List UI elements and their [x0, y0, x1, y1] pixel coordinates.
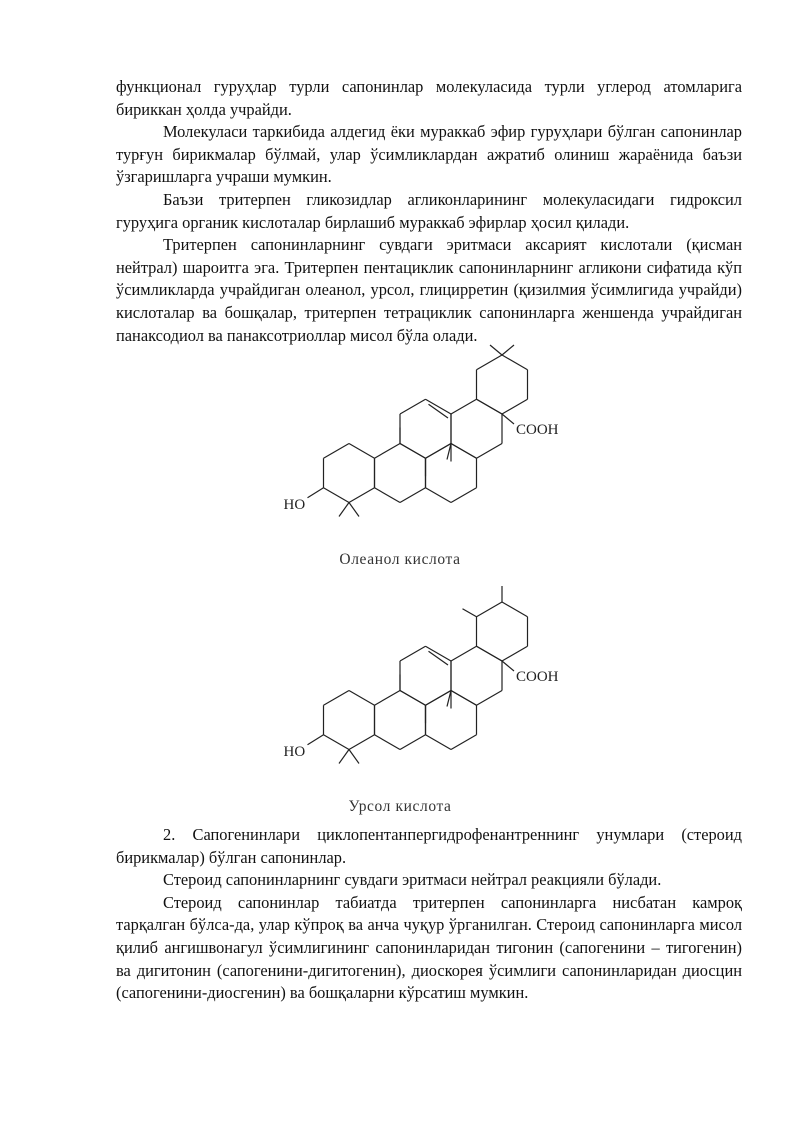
text-block-bottom: [116, 824, 742, 1005]
methyl-bond: [490, 345, 502, 355]
ring-bond: [477, 399, 503, 414]
ring-bond: [477, 691, 503, 706]
ring-bond: [375, 488, 401, 503]
figure-caption: Олеанол кислота: [339, 551, 461, 568]
ring-bond: [349, 691, 375, 706]
ring-bond: [400, 399, 426, 414]
oleanolic-acid-structure: [0, 345, 800, 545]
carboxyl-label: COOH: [516, 669, 559, 685]
ring-bond: [451, 488, 477, 503]
ring-bond: [477, 646, 503, 661]
paragraph-3: Баъзи тритерпен гликозидлар агликонларининг молекуласидаги гидроксил гуруҳига органик кислоталар бирлашиб мураккаб эфирлар ҳосил қилади.: [116, 189, 742, 232]
ring-bond: [324, 488, 350, 503]
ring-bond: [502, 602, 528, 617]
figure-ursolic-acid: [0, 592, 800, 822]
paragraph-2: Молекуласи таркибида алдегид ёки мураккаб эфир гуруҳлари бўлган сапонинлар турғун бирикмалар бўлмай, улар ўсимликлардан ажратиб олиниш жараёнида баъзи ўзгаришларга учраши мумкин.: [116, 122, 742, 187]
figure-oleanolic-acid: [0, 345, 800, 575]
carboxyl-label: COOH: [516, 422, 559, 438]
carboxyl-bond: [502, 661, 514, 671]
paragraph-7: Стероид сапонинлар табиатда тритерпен сапонинларга нисбатан камроқ тарқалган бўлса-да, улар кўпроқ ва анча чуқур ўрганилган. Стероид сапонинларга мисол қилиб ангишвонагул ўсимлигининг сапонинларидан тигонин (сапогенини – тигогенин) ва дигитонин (сапогенини-дигитогенин), диоскорея ўсимлиги сапонинларидан диосцин (сапогенини-диосгенин) ва бошқаларни кўрсатиш мумкин.: [116, 892, 742, 1003]
methyl-bond: [349, 503, 359, 517]
ring-bond: [426, 444, 452, 459]
ring-bond: [451, 399, 477, 414]
figure-caption: Урсол кислота: [348, 798, 452, 815]
ring-bond: [324, 691, 350, 706]
ring-bond: [375, 735, 401, 750]
ring-bond: [349, 735, 375, 750]
ring-bond: [400, 444, 426, 459]
ring-bond: [400, 735, 426, 750]
ursolic-acid-structure: [0, 592, 800, 792]
ring-bond: [324, 735, 350, 750]
ring-bond: [451, 735, 477, 750]
ring-bond: [375, 691, 401, 706]
methyl-bond: [339, 750, 349, 764]
hydroxyl-bond: [308, 488, 324, 498]
paragraph-5: 2. Сапогенинлари циклопентанпергидрофенантреннинг унумлари (стероид бирикмалар) бўлган сапонинлар.: [116, 825, 742, 867]
ring-bond: [426, 691, 452, 706]
ring-bond: [400, 691, 426, 706]
ring-bond: [477, 355, 503, 370]
ring-bond: [400, 488, 426, 503]
ring-bond: [400, 646, 426, 661]
ring-bond: [349, 444, 375, 459]
ring-bond: [502, 646, 528, 661]
ring-bond: [426, 488, 452, 503]
ring-bond: [451, 691, 477, 706]
ring-bond: [451, 444, 477, 459]
methyl-bond: [339, 503, 349, 517]
hydroxyl-bond: [308, 735, 324, 745]
methyl-bond: [502, 345, 514, 355]
methyl-bond: [349, 750, 359, 764]
ring-bond: [477, 444, 503, 459]
hydroxyl-label: HO: [283, 496, 306, 513]
paragraph-6: Стероид сапонинларнинг сувдаги эритмаси нейтрал реакцияли бўлади.: [163, 870, 662, 890]
hydroxyl-label: HO: [283, 743, 306, 760]
paragraph-1: функционал гуруҳлар турли сапонинлар молекуласида турли углерод атомларига бириккан ҳолда учрайди.: [116, 77, 742, 119]
paragraph-4: Тритерпен сапонинларнинг сувдаги эритмаси аксарият кислотали (қисман нейтрал) шароитга эга. Тритерпен пентациклик сапонинларнинг агликони сифатида кўп ўсимликларда учрайдиган олеанол, урсол, глицирретин (қизилмия ўсимлигида учрайди) кислоталар ва бошқалар, тритерпен тетрациклик сапонинларга женшенда учрайдиган панаксодиол ва панаксотриоллар мисол бўла олади.: [116, 235, 742, 345]
carboxyl-bond: [502, 414, 514, 424]
text-block-top: [116, 76, 742, 347]
ring-bond: [426, 735, 452, 750]
ring-bond: [349, 488, 375, 503]
ring-bond: [502, 355, 528, 370]
ring-bond: [324, 444, 350, 459]
ring-bond: [477, 602, 503, 617]
methyl-bond: [463, 609, 477, 617]
ring-bond: [502, 399, 528, 414]
ring-bond: [375, 444, 401, 459]
ring-bond: [451, 646, 477, 661]
